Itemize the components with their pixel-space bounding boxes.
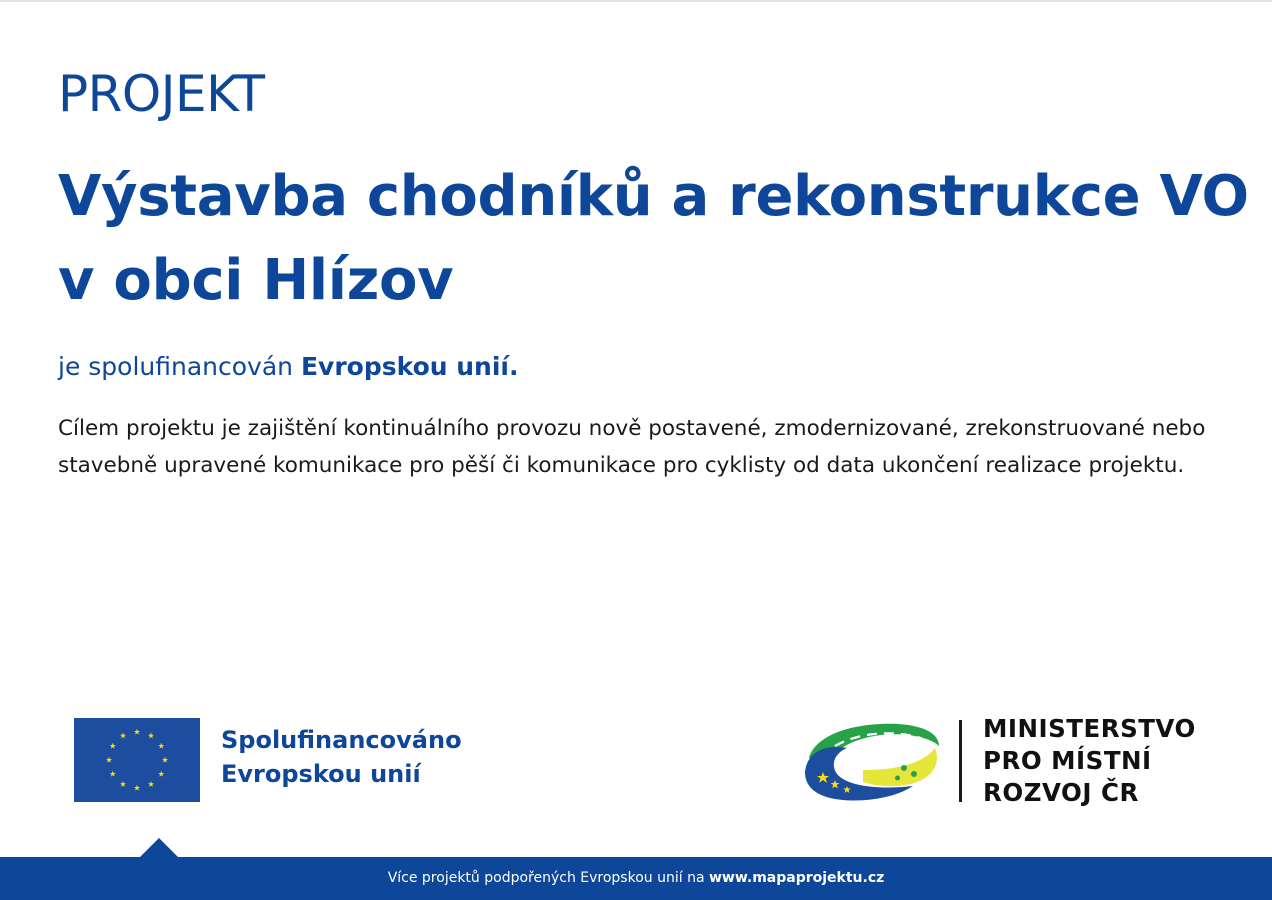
footer-link[interactable]: www.mapaprojektu.cz [708, 870, 885, 886]
cofinancing-statement [58, 349, 519, 385]
eyebrow-label: PROJEKT [58, 65, 265, 123]
project-description: Cílem projektu je zajištění kontinuálního provozu nově postavené, zmodernizované, zrekonstruované nebo stavebně upravené komunikace pro pěší či komunikace pro cyklisty od data ukončení realizace projektu. [58, 416, 1206, 478]
mmr-logo-divider [959, 720, 962, 802]
cofinancing-prefix: je spolufinancován [58, 352, 294, 381]
mmr-logo-icon [803, 718, 943, 802]
footer-bar [0, 857, 1272, 900]
footer-text: Více projektů podpořených Evropskou unií na [387, 870, 705, 886]
ministry-name-line-1: MINISTERSTVO [983, 714, 1196, 743]
footer-notch [140, 838, 178, 857]
eu-flag-icon [74, 718, 200, 802]
eu-label-line-1: Spolufinancováno [221, 726, 462, 754]
top-rule [0, 0, 1272, 2]
project-title: Výstavba chodníků a rekonstrukce VO v obci Hlízov [58, 164, 1249, 313]
ministry-name-line-2: PRO MÍSTNÍ [983, 746, 1152, 775]
ministry-name [983, 713, 1196, 809]
eu-cofinancing-label [221, 723, 462, 791]
cofinancing-emphasis: Evropskou unií. [300, 352, 519, 381]
ministry-name-line-3: ROZVOJ ČR [983, 778, 1139, 807]
eu-label-line-2: Evropskou unií [221, 760, 421, 788]
mmr-logo-yellow-arc [863, 748, 937, 786]
